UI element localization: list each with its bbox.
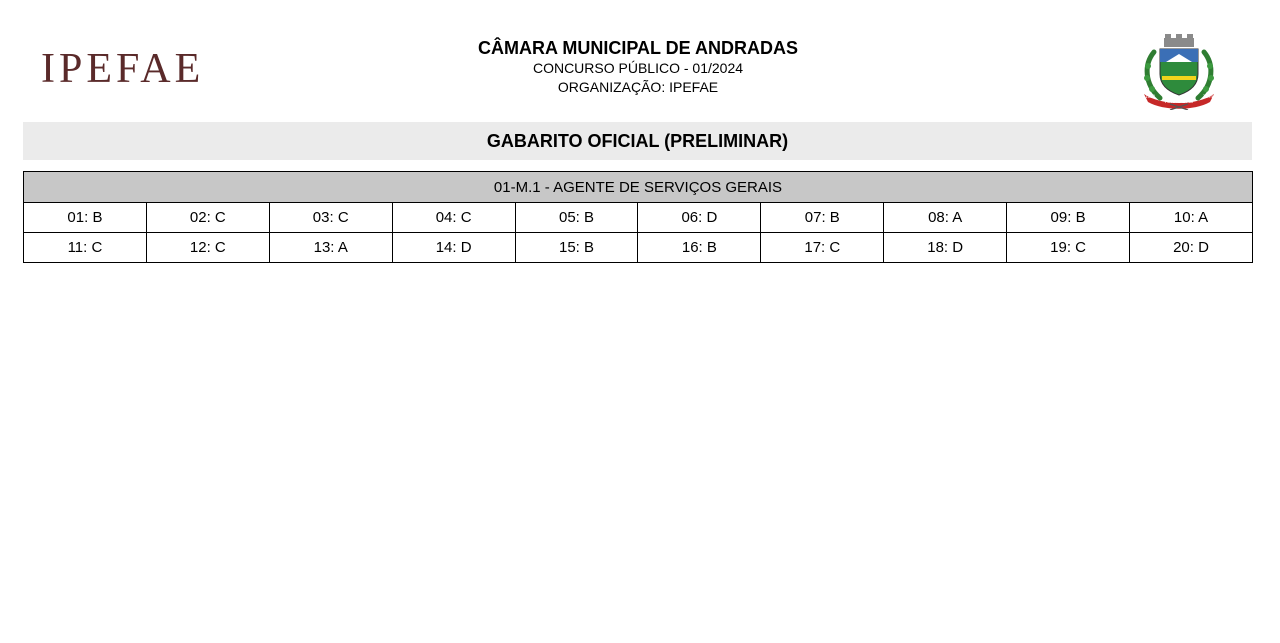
table-row	[24, 203, 1253, 233]
document-header	[380, 37, 896, 97]
answer-cell: 17: C	[761, 233, 884, 263]
answer-cell: 10: A	[1130, 203, 1253, 233]
answer-cell: 19: C	[1007, 233, 1130, 263]
contest-name: CONCURSO PÚBLICO - 01/2024	[532, 60, 744, 76]
answer-cell: 12: C	[146, 233, 269, 263]
table-row	[24, 233, 1253, 263]
crest-ribbon-text: ANDRADAS	[1164, 99, 1194, 105]
answer-key-title: GABARITO OFICIAL (PRELIMINAR)	[486, 130, 789, 151]
answer-cell: 07: B	[761, 203, 884, 233]
crest-year-left: 1888	[1144, 94, 1156, 99]
answer-cell: 06: D	[638, 203, 761, 233]
crest-year-right: 1894	[1202, 94, 1214, 99]
answer-cell: 04: C	[392, 203, 515, 233]
answer-cell: 20: D	[1130, 233, 1253, 263]
answer-cell: 03: C	[269, 203, 392, 233]
answer-cell: 05: B	[515, 203, 638, 233]
answer-cell: 18: D	[884, 233, 1007, 263]
answer-cell: 13: A	[269, 233, 392, 263]
answer-cell: 02: C	[146, 203, 269, 233]
answer-key-banner	[23, 122, 1252, 160]
table-header-row	[24, 172, 1253, 203]
answer-cell: 15: B	[515, 233, 638, 263]
answer-cell: 09: B	[1007, 203, 1130, 233]
answer-key-table	[23, 171, 1253, 263]
answer-cell: 11: C	[24, 233, 147, 263]
answer-cell: 08: A	[884, 203, 1007, 233]
municipal-crest-icon	[1136, 32, 1222, 110]
institution-title: CÂMARA MUNICIPAL DE ANDRADAS	[478, 38, 798, 58]
answer-cell: 14: D	[392, 233, 515, 263]
answer-cell: 16: B	[638, 233, 761, 263]
position-caption: 01-M.1 - AGENTE DE SERVIÇOS GERAIS	[24, 172, 1253, 203]
answer-cell: 01: B	[24, 203, 147, 233]
organizer-line: ORGANIZAÇÃO: IPEFAE	[557, 79, 719, 95]
ipefae-logo: IPEFAE	[41, 46, 205, 92]
